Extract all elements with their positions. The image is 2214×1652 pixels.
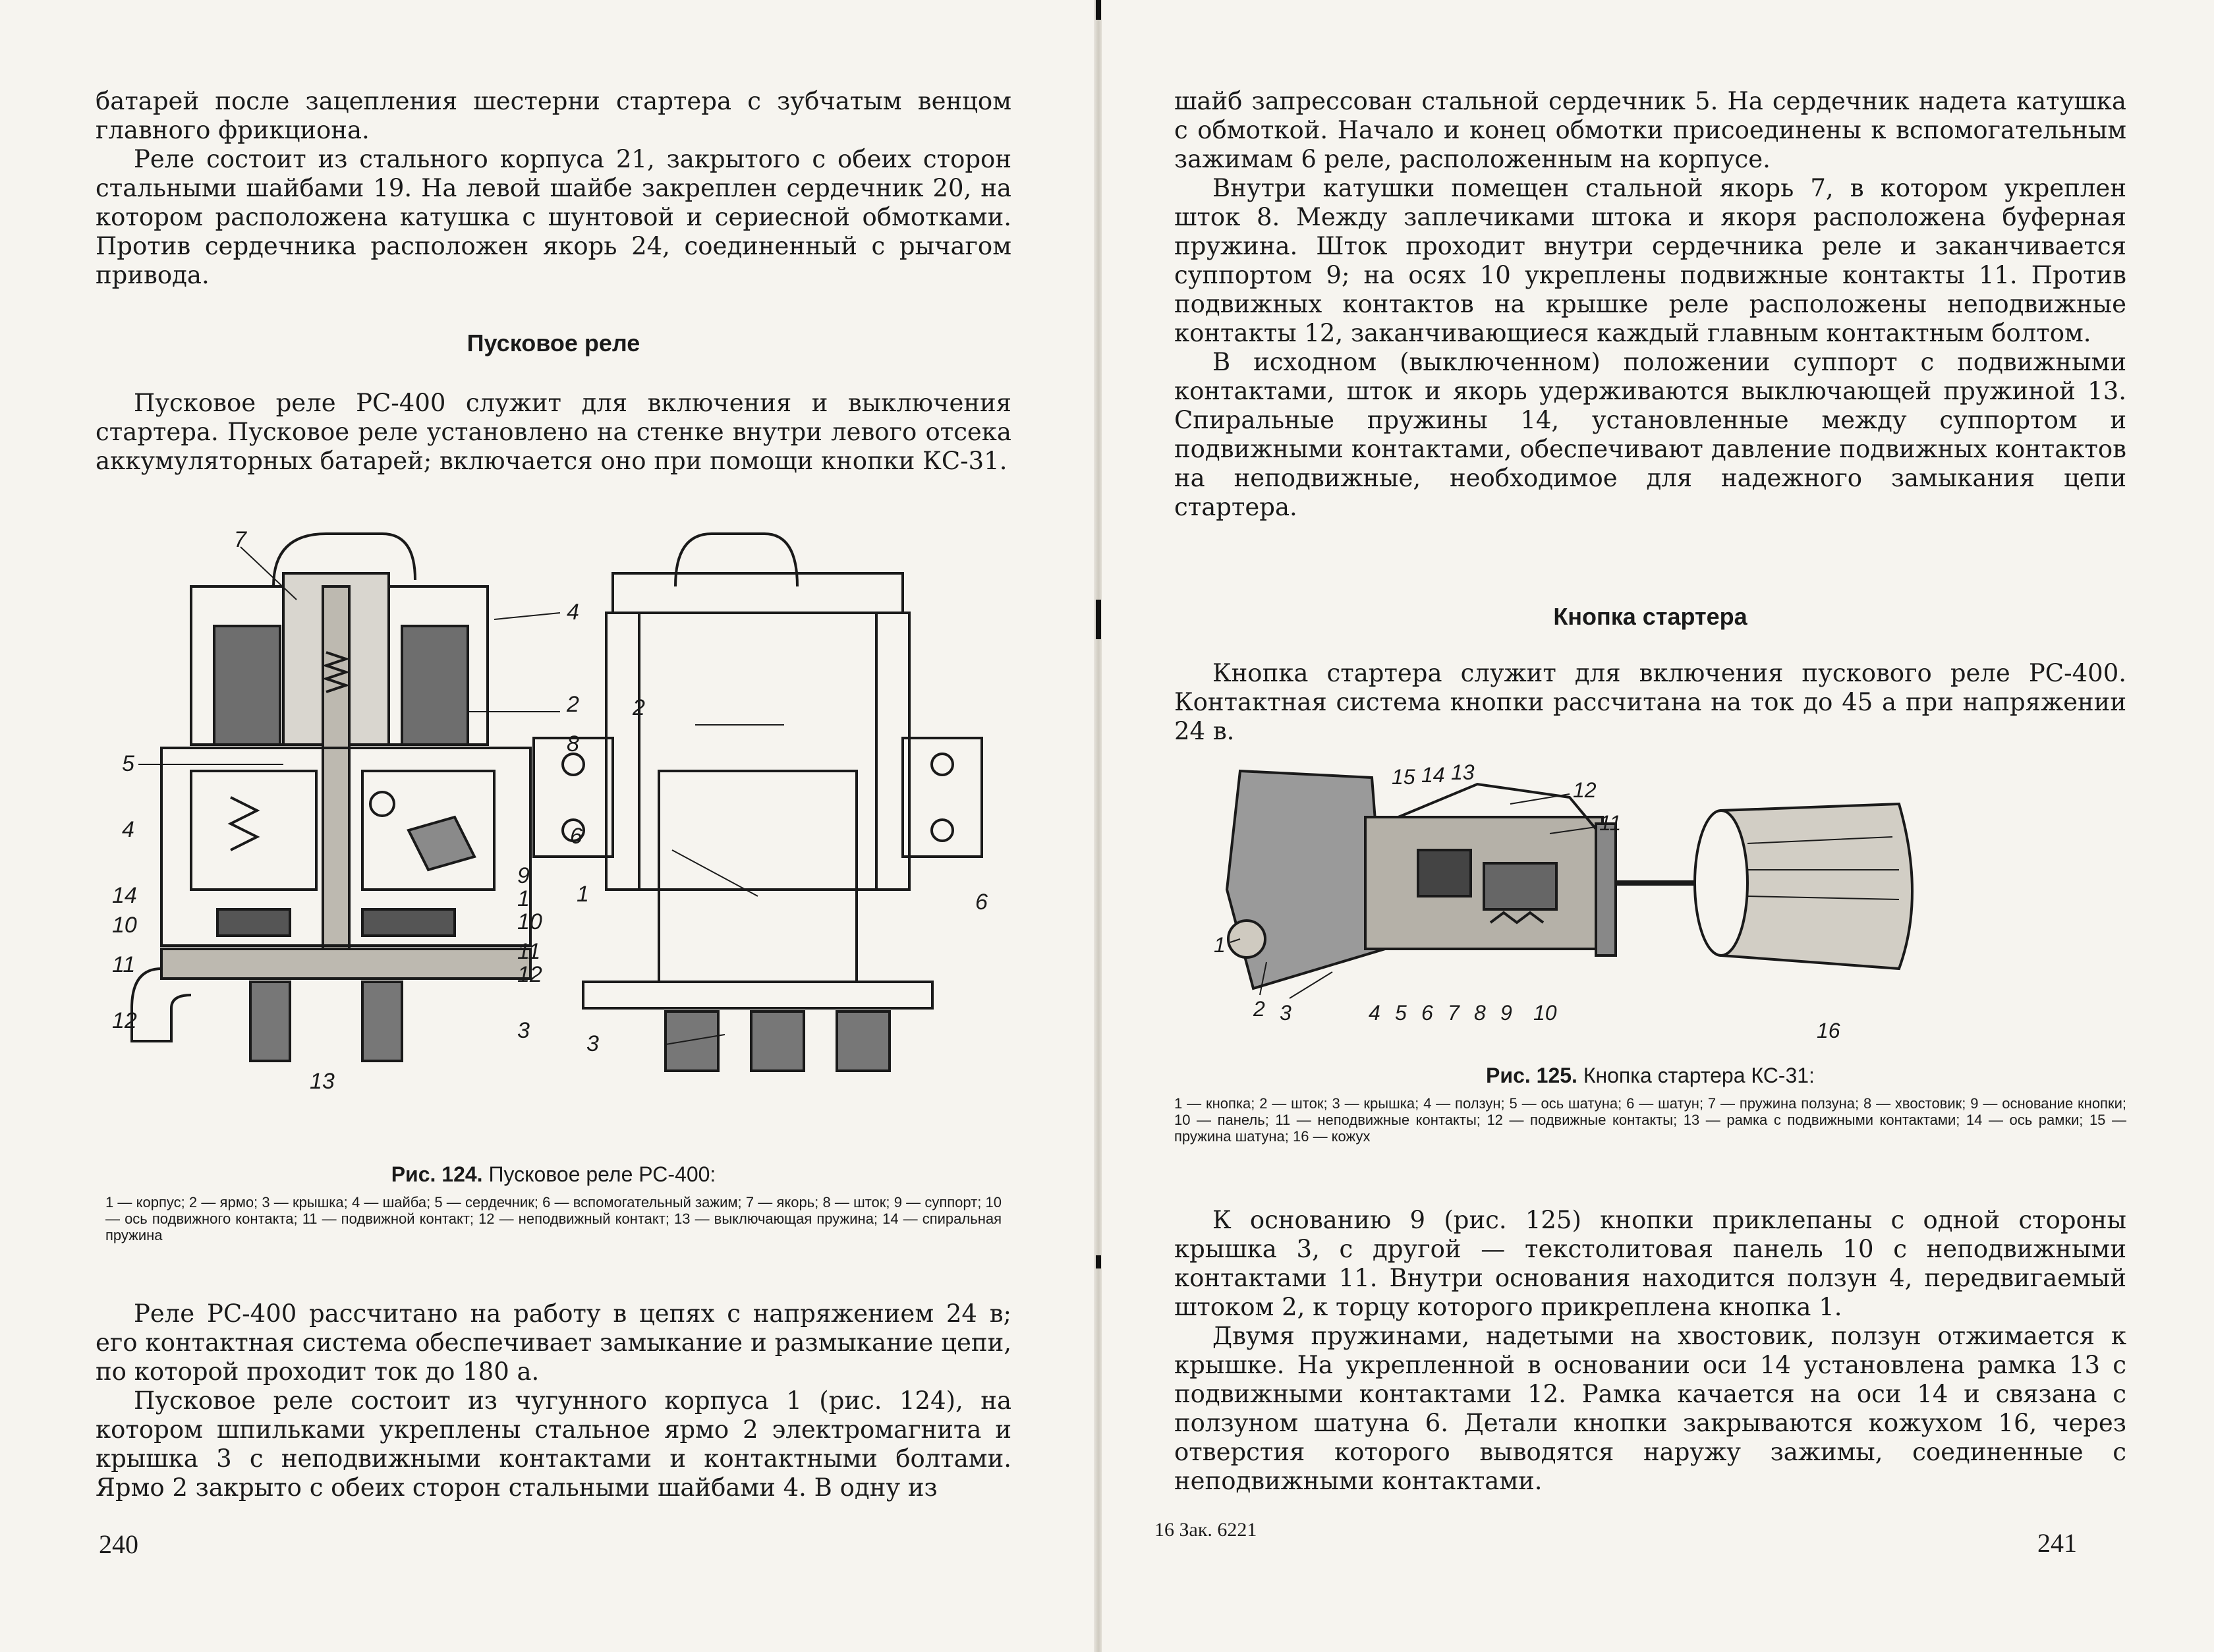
callout-label: 9 [1500,1001,1512,1025]
paragraph: Пусковое реле состоит из чугунного корпуса 1 (рис. 124), на котором шпильками укреплены стальное ярмо 2 электромагнита и крышка 3 с неподвижными контактами и контактными болтами. Ярмо 2 закрыто с обеих сторон стальными шайбами 4. В одну из [96,1386,1011,1502]
right-top-text [1174,87,2126,522]
callout-label: 16 [1817,1019,1840,1042]
button-knob [1228,921,1265,957]
callout-label: 5 [1395,1001,1407,1025]
callout-label: 15 [1392,765,1415,789]
callout-label: 3 [586,1031,599,1056]
callout-label: 2 [567,692,579,717]
callout-label: 3 [1280,1001,1292,1025]
printer-signature: 16 Зак. 6221 [1154,1519,1257,1541]
page-number: 241 [2037,1528,2077,1558]
page-number: 240 [99,1529,138,1559]
paragraph: Внутри катушки помещен стальной якорь 7, в котором укреплен шток 8. Между заплечиками штока и якоря расположена буферная пружина. Шток проходит внутри сердечника реле и заканчивается суппортом 9; на осях 10 укреплены подвижные контакты 11. Против подвижных контактов на крышке реле расположены неподвижные контакты 12, заканчивающиеся каждый главным контактным болтом. [1174,174,2126,347]
section-heading: Кнопка стартера [1553,603,1747,630]
figure-number: Рис. 124. [391,1162,483,1186]
section-heading-wrap [1174,603,2126,631]
callout-label: 3 [517,1018,530,1043]
panel [1596,824,1616,955]
relay-base [161,949,530,979]
paragraph: шайб запрессован стальной сердечник 5. На сердечник надета катушка с обмоткой. Начало и конец обмотки присоединены к вспомогательным зажимам 6 реле, расположенным на корпусе. [1174,87,2126,173]
right-intro [1174,659,2126,746]
figure-title: Кнопка стартера КС-31: [1583,1064,1815,1087]
section-heading: Пусковое реле [467,329,640,356]
paragraph: Реле РС-400 рассчитано на работу в цепях с напряжением 24 в; его контактная система обеспечивает замыкание и размыкание цепи, по которой проходит ток до 180 а. [96,1299,1011,1386]
figure-124-caption [105,1160,1002,1243]
callout-label: 7 [1448,1001,1460,1025]
callout-label: 14 [1421,763,1445,787]
figure-124-drawing [99,521,1008,1120]
right-page [1102,0,2214,1652]
figure-title: Пусковое реле РС-400: [488,1162,716,1186]
callout-label: 13 [310,1069,335,1094]
figure-125-caption [1174,1061,2126,1145]
right-bottom-text [1174,1206,2126,1496]
section-heading-wrap [96,329,1011,357]
binding-mark [1096,0,1101,20]
callout-label: 10 [1533,1001,1557,1025]
paragraph: Кнопка стартера служит для включения пускового реле РС-400. Контактная система кнопки рассчитана на ток до 45 а при напряжении 24 в. [1174,659,2126,745]
figure-legend: 1 — корпус; 2 — ярмо; 3 — крышка; 4 — шайба; 5 — сердечник; 6 — вспомогательный зажим; 7 — якорь; 8 — шток; 9 — суппорт; 10 — ось подвижного контакта; 11 — подвижной контакт; 12 — неподвижный контакт; 13 — выключающая пружина; 14 — спиральная пружина [105,1194,1002,1243]
paragraph: К основанию 9 (рис. 125) кнопки приклепаны с одной стороны крышка 3, с другой — текстолитовая панель 10 с неподвижными контактами 11. Внутри основания находится ползун 4, передвигаемый штоком 2, к торцу которого прикреплена кнопка 1. [1174,1206,2126,1321]
callout-label: 8 [567,731,579,756]
right-yoke [606,613,909,890]
callout-label: 11 [112,952,136,977]
right-base [583,982,932,1008]
figure-legend: 1 — кнопка; 2 — шток; 3 — крышка; 4 — ползун; 5 — ось шатуна; 6 — шатун; 7 — пружина ползуна; 8 — хвостовик; 9 — основание кнопки; 10 — панель; 11 — неподвижные контакты; 12 — подвижные контакты; 13 — рамка с подвижными контактами; 14 — ось рамки; 15 — пружина шатуна; 16 — кожух [1174,1095,2126,1145]
binding-mark [1096,600,1101,639]
callout-label: 10 [517,909,542,934]
paragraph: батарей после зацепления шестерни стартера с зубчатым венцом главного фрикциона. [96,87,1011,144]
callout-label: 12 [112,1008,137,1033]
paragraph: Двумя пружинами, надетыми на хвостовик, ползун отжимается к крышке. На укрепленной в основании оси 14 установлена рамка 13 с подвижными контактами 12. Рамка качается на оси 14 и связана с ползуном шатуна 6. Детали кнопки закрываются кожухом 16, через отверстия которого выводятся наружу зажимы, соединенные с неподвижными контактами. [1174,1322,2126,1495]
callout-label: 9 [517,863,530,888]
paragraph: Пусковое реле РС-400 служит для включения и выключения стартера. Пусковое реле установлено на стенке внутри левого отсека аккумуляторных батарей; включается оно при помощи кнопки КС-31. [96,389,1011,475]
paragraph: Реле состоит из стального корпуса 21, закрытого с обеих сторон стальными шайбами 19. На левой шайбе закреплен сердечник 20, на котором расположена катушка с шунтовой и сериесной обмотками. Против сердечника расположен якорь 24, соединенный с рычагом привода. [96,145,1011,289]
left-bottom-text [96,1299,1011,1502]
callout-label: 6 [570,824,582,849]
callout-label: 11 [1599,811,1622,835]
callout-label: 14 [112,883,137,908]
callout-label: 10 [112,913,137,938]
callout-label: 6 [1421,1001,1433,1025]
callout-label: 4 [1369,1001,1380,1025]
left-page [0,0,1095,1652]
callout-label: 1 [517,886,530,911]
right-top-arch [675,534,797,586]
callout-label: 4 [567,600,579,625]
callout-label: 13 [1451,760,1475,784]
callout-label: 12 [1573,778,1597,802]
callout-label: 12 [517,962,542,987]
paragraph: В исходном (выключенном) положении суппорт с подвижными контактами, шток и якорь удерживаются выключающей пружиной 13. Спиральные пружины 14, установленные между суппортом и подвижными контактами, обеспечивают давление подвижных контактов на неподвижные, необходимое для надежного замыкания цепи стартера. [1174,348,2126,521]
callout-label: 5 [122,751,134,776]
core-rod [323,586,349,955]
callout-label: 2 [1253,997,1265,1021]
left-intro [96,389,1011,476]
callout-label: 6 [975,890,988,915]
figure-125-drawing [1201,758,2123,1048]
binding-mark [1096,1255,1101,1268]
left-top-text [96,87,1011,290]
callout-label: 1 [577,882,589,907]
figure-number: Рис. 125. [1486,1064,1577,1087]
callout-label: 7 [234,527,246,552]
callout-label: 2 [633,695,645,720]
callout-label: 1 [1214,933,1226,957]
callout-label: 11 [517,939,541,964]
callout-label: 8 [1474,1001,1486,1025]
callout-label: 4 [122,817,134,842]
